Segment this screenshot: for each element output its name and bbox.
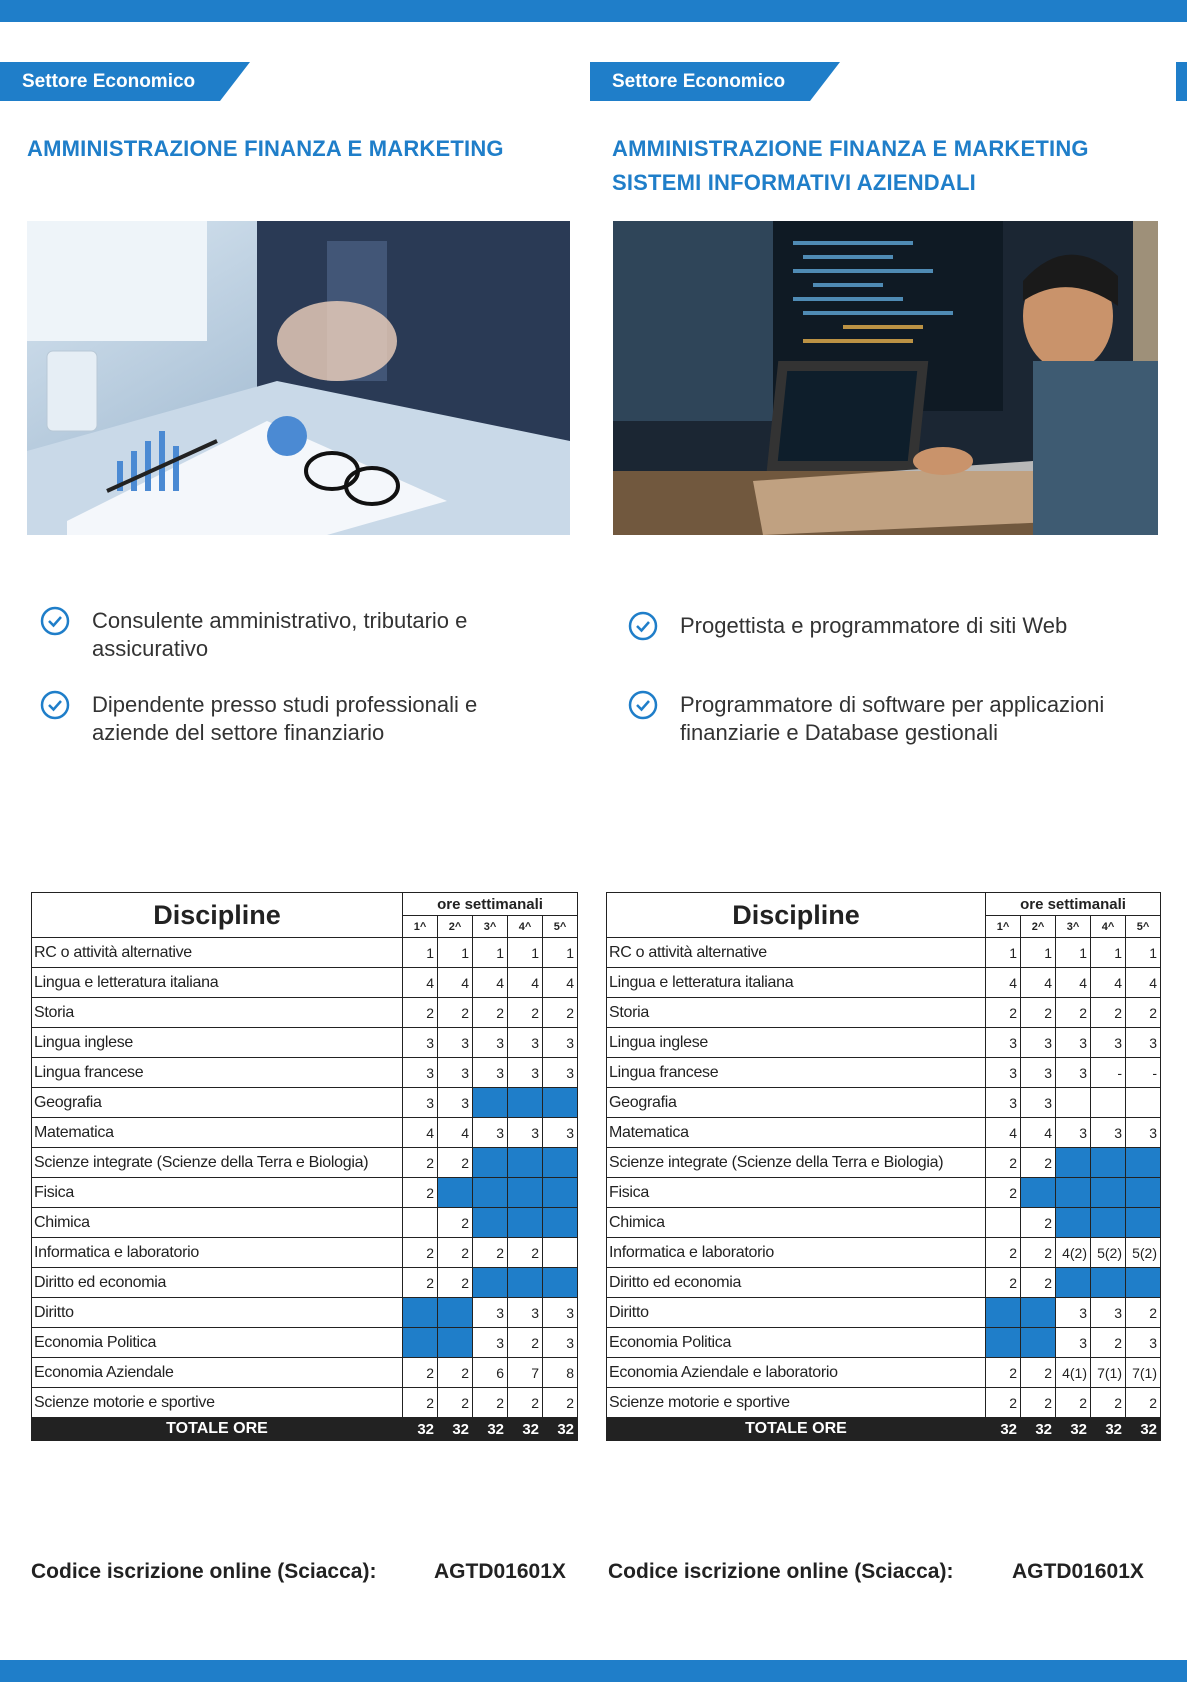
hours-cell: 3 <box>438 1058 473 1088</box>
hours-cell-na <box>508 1268 543 1298</box>
hours-cell: 2 <box>508 998 543 1028</box>
discipline-name: Chimica <box>607 1208 986 1238</box>
discipline-name: Lingua francese <box>607 1058 986 1088</box>
hours-cell: 2 <box>1021 1238 1056 1268</box>
top-bar <box>0 0 1187 22</box>
hours-cell: 1 <box>1091 938 1126 968</box>
hours-cell: 2 <box>986 1178 1021 1208</box>
enrollment-code-label: Codice iscrizione online (Sciacca): <box>608 1560 954 1583</box>
discipline-name: Informatica e laboratorio <box>607 1238 986 1268</box>
hours-cell: 3 <box>1126 1118 1161 1148</box>
hours-cell: 3 <box>1056 1118 1091 1148</box>
list-item <box>40 691 560 747</box>
hours-cell: 2 <box>403 1388 438 1418</box>
hours-cell: 3 <box>1021 1028 1056 1058</box>
table-row <box>607 1088 1161 1118</box>
hours-cell: 3 <box>508 1298 543 1328</box>
hours-cell: 1 <box>438 938 473 968</box>
hours-cell: 2 <box>986 1388 1021 1418</box>
hours-cell: 1 <box>1021 938 1056 968</box>
column-header-year: 5^ <box>543 916 578 938</box>
table-row <box>607 1388 1161 1418</box>
sector-tag <box>0 62 250 101</box>
hours-cell: 2 <box>1126 998 1161 1028</box>
hours-cell <box>1091 1088 1126 1118</box>
hours-cell: 3 <box>986 1028 1021 1058</box>
discipline-name: Lingua e letteratura italiana <box>607 968 986 998</box>
hours-cell-na <box>543 1088 578 1118</box>
hours-cell <box>986 1208 1021 1238</box>
list-item-text: Progettista e programmatore di siti Web <box>680 613 1068 638</box>
hours-cell: 5(2) <box>1091 1238 1126 1268</box>
hours-cell: 3 <box>508 1028 543 1058</box>
hours-cell-na <box>403 1328 438 1358</box>
column-header-discipline: Discipline <box>607 893 986 938</box>
hours-cell: 2 <box>986 998 1021 1028</box>
table-row <box>32 1328 578 1358</box>
hours-cell: 3 <box>1021 1088 1056 1118</box>
hours-cell: 3 <box>543 1298 578 1328</box>
hours-table <box>606 892 1161 1441</box>
hours-cell: 2 <box>438 1358 473 1388</box>
hours-cell: 3 <box>473 1058 508 1088</box>
discipline-name: Fisica <box>607 1178 986 1208</box>
hours-cell: 1 <box>986 938 1021 968</box>
discipline-name: Diritto ed economia <box>32 1268 403 1298</box>
discipline-name: Scienze integrate (Scienze della Terra e Biologia) <box>607 1148 986 1178</box>
table-header-row <box>32 893 578 916</box>
table-row <box>607 1328 1161 1358</box>
hours-cell: 1 <box>473 938 508 968</box>
hours-cell-na <box>1056 1178 1091 1208</box>
discipline-name: Geografia <box>607 1088 986 1118</box>
discipline-name: Diritto ed economia <box>607 1268 986 1298</box>
hours-cell <box>1126 1088 1161 1118</box>
discipline-name: Fisica <box>32 1178 403 1208</box>
enrollment-code-value: AGTD01601X <box>1012 1560 1144 1583</box>
edge-tab <box>1176 62 1187 101</box>
total-cell: 32 <box>508 1418 543 1441</box>
table-row <box>32 1298 578 1328</box>
table-row <box>607 1058 1161 1088</box>
hours-cell: 2 <box>1091 1388 1126 1418</box>
total-cell: 32 <box>403 1418 438 1441</box>
hours-cell: 4 <box>473 968 508 998</box>
list-item <box>628 691 1148 747</box>
discipline-name: Storia <box>607 998 986 1028</box>
hours-cell: 2 <box>438 998 473 1028</box>
hours-cell: 2 <box>438 1208 473 1238</box>
hours-cell-na <box>473 1208 508 1238</box>
total-row <box>32 1418 578 1441</box>
hours-cell: 2 <box>1056 1388 1091 1418</box>
hours-cell: 2 <box>508 1388 543 1418</box>
hours-cell: 5(2) <box>1126 1238 1161 1268</box>
hours-cell: 3 <box>508 1058 543 1088</box>
total-cell: 32 <box>1056 1418 1091 1441</box>
hours-cell: 2 <box>403 1178 438 1208</box>
discipline-name: Economia Politica <box>607 1328 986 1358</box>
hours-cell: 3 <box>473 1328 508 1358</box>
column-header-year: 1^ <box>986 916 1021 938</box>
column-header-year: 5^ <box>1126 916 1161 938</box>
course-title-line: SISTEMI INFORMATIVI AZIENDALI <box>612 170 976 195</box>
table-row <box>607 1118 1161 1148</box>
discipline-name: Diritto <box>32 1298 403 1328</box>
enrollment-code-label: Codice iscrizione online (Sciacca): <box>31 1560 377 1583</box>
hours-cell: 1 <box>403 938 438 968</box>
discipline-name: Chimica <box>32 1208 403 1238</box>
table-row <box>607 1028 1161 1058</box>
hours-cell: 6 <box>473 1358 508 1388</box>
column-header-discipline: Discipline <box>32 893 403 938</box>
total-cell: 32 <box>438 1418 473 1441</box>
hours-cell: 8 <box>543 1358 578 1388</box>
hours-cell: 2 <box>986 1268 1021 1298</box>
hours-cell-na <box>1056 1208 1091 1238</box>
course-title-line: AMMINISTRAZIONE FINANZA E MARKETING <box>612 136 1089 161</box>
hours-cell: 4 <box>1091 968 1126 998</box>
hours-cell: 3 <box>403 1028 438 1058</box>
discipline-name: Matematica <box>32 1118 403 1148</box>
total-cell: 32 <box>1021 1418 1056 1441</box>
column-header-year: 3^ <box>1056 916 1091 938</box>
table-row <box>607 1208 1161 1238</box>
hours-cell <box>403 1208 438 1238</box>
discipline-name: Scienze motorie e sportive <box>32 1388 403 1418</box>
hours-cell-na <box>1021 1178 1056 1208</box>
discipline-name: Lingua e letteratura italiana <box>32 968 403 998</box>
hours-cell-na <box>473 1088 508 1118</box>
column-header-hours: ore settimanali <box>986 893 1161 916</box>
left-column <box>0 62 574 1583</box>
sector-tag-label: Settore Economico <box>22 71 196 92</box>
list-item <box>40 607 560 663</box>
table-row <box>32 1178 578 1208</box>
hours-cell: 3 <box>543 1328 578 1358</box>
hours-cell-na <box>1021 1328 1056 1358</box>
hours-cell: 3 <box>403 1088 438 1118</box>
discipline-name: Diritto <box>607 1298 986 1328</box>
hours-cell: 3 <box>1091 1298 1126 1328</box>
check-circle-icon <box>40 690 70 720</box>
total-cell: 32 <box>543 1418 578 1441</box>
column-header-year: 1^ <box>403 916 438 938</box>
hours-cell-na <box>1056 1268 1091 1298</box>
hours-cell-na <box>1126 1178 1161 1208</box>
hours-cell: 2 <box>403 1238 438 1268</box>
total-row <box>607 1418 1161 1441</box>
hours-cell: 7(1) <box>1126 1358 1161 1388</box>
hours-cell: 1 <box>543 938 578 968</box>
hours-cell: 4 <box>986 968 1021 998</box>
hours-cell: 1 <box>508 938 543 968</box>
hours-cell-na <box>543 1148 578 1178</box>
hours-cell-na <box>403 1298 438 1328</box>
hours-cell-na <box>438 1298 473 1328</box>
total-label: TOTALE ORE <box>607 1418 986 1441</box>
discipline-name: Scienze integrate (Scienze della Terra e Biologia) <box>32 1148 403 1178</box>
hours-cell: 2 <box>986 1358 1021 1388</box>
table-row <box>607 938 1161 968</box>
hours-cell-na <box>986 1298 1021 1328</box>
hours-cell: 2 <box>1091 1328 1126 1358</box>
hours-cell: 3 <box>473 1298 508 1328</box>
hours-cell: 4 <box>403 968 438 998</box>
hours-cell: - <box>1091 1058 1126 1088</box>
hours-cell: 2 <box>1126 1388 1161 1418</box>
total-cell: 32 <box>1126 1418 1161 1441</box>
hours-cell: 4 <box>438 1118 473 1148</box>
discipline-name: Matematica <box>607 1118 986 1148</box>
hours-cell: - <box>1126 1058 1161 1088</box>
hours-cell: 2 <box>1021 998 1056 1028</box>
discipline-name: Storia <box>32 998 403 1028</box>
hours-cell: 2 <box>986 1148 1021 1178</box>
check-circle-icon <box>628 611 658 641</box>
column-header-year: 4^ <box>1091 916 1126 938</box>
hours-cell: 4 <box>1056 968 1091 998</box>
check-circle-icon <box>40 606 70 636</box>
table-row <box>607 1268 1161 1298</box>
hours-cell-na <box>543 1208 578 1238</box>
hours-cell-na <box>1021 1298 1056 1328</box>
hours-cell: 2 <box>1021 1208 1056 1238</box>
hours-cell-na <box>473 1268 508 1298</box>
hours-cell: 4 <box>543 968 578 998</box>
hours-cell: 4 <box>508 968 543 998</box>
hours-cell: 2 <box>543 998 578 1028</box>
hours-cell: 3 <box>986 1088 1021 1118</box>
hours-cell: 3 <box>1126 1328 1161 1358</box>
hours-cell: 3 <box>986 1058 1021 1088</box>
hours-cell: 3 <box>1091 1028 1126 1058</box>
hours-cell: 7 <box>508 1358 543 1388</box>
discipline-name: Economia Aziendale <box>32 1358 403 1388</box>
column-header-year: 4^ <box>508 916 543 938</box>
list-item-text: Programmatore di software per applicazioni finanziarie e Database gestionali <box>680 692 1105 745</box>
hours-cell: 2 <box>1021 1148 1056 1178</box>
hours-cell: 2 <box>403 1268 438 1298</box>
hours-cell-na <box>438 1328 473 1358</box>
course-title <box>27 132 504 166</box>
hours-cell: 3 <box>1056 1028 1091 1058</box>
hours-cell-na <box>543 1268 578 1298</box>
hours-cell: 2 <box>543 1388 578 1418</box>
hours-cell: 3 <box>438 1028 473 1058</box>
hours-cell-na <box>508 1148 543 1178</box>
table-header-row <box>607 893 1161 916</box>
hours-cell: 2 <box>438 1148 473 1178</box>
hours-cell: 2 <box>403 998 438 1028</box>
discipline-name: Lingua francese <box>32 1058 403 1088</box>
hours-cell: 3 <box>543 1028 578 1058</box>
discipline-name: Lingua inglese <box>32 1028 403 1058</box>
hours-cell: 3 <box>403 1058 438 1088</box>
hours-cell: 2 <box>1091 998 1126 1028</box>
sector-tag <box>590 62 840 101</box>
sector-tag-label: Settore Economico <box>612 71 786 92</box>
discipline-name: RC o attività alternative <box>607 938 986 968</box>
discipline-name: Economia Aziendale e laboratorio <box>607 1358 986 1388</box>
career-list <box>628 612 1148 775</box>
hours-cell: 4 <box>403 1118 438 1148</box>
hours-cell: 3 <box>1021 1058 1056 1088</box>
hours-cell-na <box>473 1178 508 1208</box>
table-row <box>32 1268 578 1298</box>
table-row <box>607 998 1161 1028</box>
hours-cell: 4 <box>1126 968 1161 998</box>
hours-cell: 2 <box>508 1238 543 1268</box>
hours-cell: 4(2) <box>1056 1238 1091 1268</box>
hours-cell: 3 <box>1056 1058 1091 1088</box>
hours-cell: 3 <box>1056 1298 1091 1328</box>
hours-cell: 3 <box>473 1028 508 1058</box>
hours-cell-na <box>1126 1268 1161 1298</box>
total-cell: 32 <box>473 1418 508 1441</box>
table-row <box>32 1058 578 1088</box>
hours-cell: 2 <box>473 1388 508 1418</box>
hours-cell: 4(1) <box>1056 1358 1091 1388</box>
hours-cell: 2 <box>438 1268 473 1298</box>
hours-cell-na <box>1091 1208 1126 1238</box>
hours-cell: 2 <box>508 1328 543 1358</box>
list-item-text: Dipendente presso studi professionali e aziende del settore finanziario <box>92 692 478 745</box>
table-row <box>607 968 1161 998</box>
discipline-name: Lingua inglese <box>607 1028 986 1058</box>
hours-cell-na <box>1091 1178 1126 1208</box>
hours-cell-na <box>1056 1148 1091 1178</box>
hours-cell <box>1056 1088 1091 1118</box>
table-row <box>32 968 578 998</box>
table-row <box>32 1238 578 1268</box>
hours-cell: 2 <box>403 1148 438 1178</box>
hours-cell: 2 <box>438 1238 473 1268</box>
discipline-name: Geografia <box>32 1088 403 1118</box>
hours-cell <box>543 1238 578 1268</box>
hours-cell-na <box>508 1088 543 1118</box>
hours-cell-na <box>1126 1148 1161 1178</box>
table-row <box>607 1178 1161 1208</box>
total-cell: 32 <box>986 1418 1021 1441</box>
hours-cell-na <box>1126 1208 1161 1238</box>
table-row <box>32 1208 578 1238</box>
hours-cell-na <box>508 1208 543 1238</box>
hours-cell: 3 <box>508 1118 543 1148</box>
hours-cell: 2 <box>986 1238 1021 1268</box>
table-row <box>607 1148 1161 1178</box>
check-circle-icon <box>628 690 658 720</box>
course-title <box>612 132 1089 200</box>
table-row <box>32 938 578 968</box>
right-column <box>590 62 1157 1583</box>
career-list <box>40 607 560 775</box>
hours-cell: 4 <box>1021 968 1056 998</box>
table-row <box>607 1358 1161 1388</box>
course-photo <box>27 221 570 535</box>
discipline-name: Economia Politica <box>32 1328 403 1358</box>
hours-cell: 3 <box>1091 1118 1126 1148</box>
discipline-name: Informatica e laboratorio <box>32 1238 403 1268</box>
hours-cell: 2 <box>1021 1358 1056 1388</box>
hours-cell: 4 <box>1021 1118 1056 1148</box>
hours-cell: 4 <box>986 1118 1021 1148</box>
hours-cell-na <box>986 1328 1021 1358</box>
hours-cell: 2 <box>1021 1268 1056 1298</box>
hours-cell: 1 <box>1126 938 1161 968</box>
hours-cell: 7(1) <box>1091 1358 1126 1388</box>
discipline-name: Scienze motorie e sportive <box>607 1388 986 1418</box>
hours-cell-na <box>1091 1148 1126 1178</box>
column-header-year: 2^ <box>1021 916 1056 938</box>
hours-table <box>31 892 578 1441</box>
column-header-hours: ore settimanali <box>403 893 578 916</box>
hours-cell: 4 <box>438 968 473 998</box>
hours-cell: 3 <box>543 1058 578 1088</box>
hours-cell-na <box>1091 1268 1126 1298</box>
table-row <box>607 1238 1161 1268</box>
table-row <box>32 998 578 1028</box>
table-row <box>32 1088 578 1118</box>
enrollment-code-value: AGTD01601X <box>434 1560 566 1583</box>
total-label: TOTALE ORE <box>32 1418 403 1441</box>
hours-cell: 2 <box>1126 1298 1161 1328</box>
hours-cell: 2 <box>1021 1388 1056 1418</box>
hours-cell: 3 <box>438 1088 473 1118</box>
course-title-line: AMMINISTRAZIONE FINANZA E MARKETING <box>27 136 504 161</box>
table-row <box>607 1298 1161 1328</box>
table-row <box>32 1028 578 1058</box>
table-row <box>32 1358 578 1388</box>
hours-cell: 2 <box>1056 998 1091 1028</box>
hours-cell: 3 <box>473 1118 508 1148</box>
hours-cell: 2 <box>473 1238 508 1268</box>
list-item <box>628 612 1148 641</box>
total-cell: 32 <box>1091 1418 1126 1441</box>
hours-cell: 1 <box>1056 938 1091 968</box>
table-row <box>32 1148 578 1178</box>
hours-cell: 2 <box>403 1358 438 1388</box>
hours-cell: 2 <box>438 1388 473 1418</box>
list-item-text: Consulente amministrativo, tributario e assicurativo <box>92 608 468 661</box>
discipline-name: RC o attività alternative <box>32 938 403 968</box>
hours-table-container <box>606 892 1161 1441</box>
column-header-year: 2^ <box>438 916 473 938</box>
hours-cell: 3 <box>1056 1328 1091 1358</box>
table-row <box>32 1118 578 1148</box>
column-header-year: 3^ <box>473 916 508 938</box>
hours-cell-na <box>473 1148 508 1178</box>
hours-cell: 3 <box>543 1118 578 1148</box>
course-photo <box>613 221 1158 535</box>
hours-cell: 3 <box>1126 1028 1161 1058</box>
hours-cell-na <box>508 1178 543 1208</box>
hours-cell: 2 <box>473 998 508 1028</box>
hours-cell-na <box>438 1178 473 1208</box>
table-row <box>32 1388 578 1418</box>
bottom-bar <box>0 1660 1187 1682</box>
hours-table-container <box>31 892 578 1441</box>
hours-cell-na <box>543 1178 578 1208</box>
